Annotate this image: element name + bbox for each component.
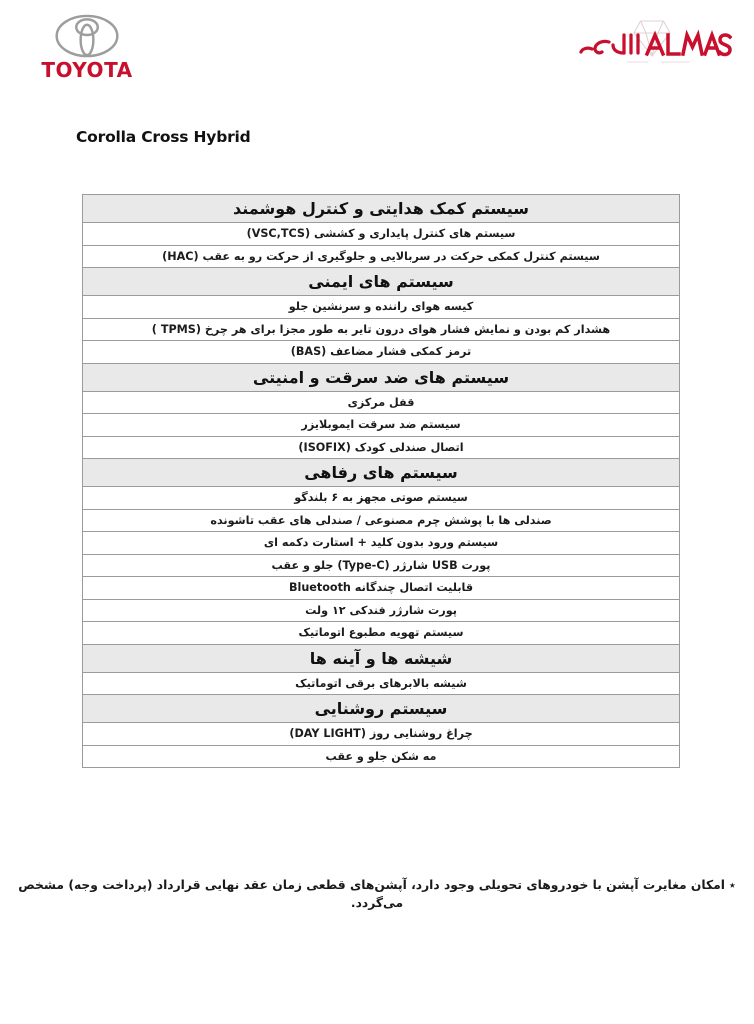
spec-item-label: سیستم کنترل کمکی حرکت در سربالایی و جلوگیری از حرکت رو به عقب (HAC) — [83, 245, 680, 268]
spec-item-row — [83, 414, 680, 437]
spec-item-label: سیستم تهویه مطبوع اتوماتیک — [83, 622, 680, 645]
spec-item-label: قفل مرکزی — [83, 391, 680, 414]
specifications-table — [82, 194, 680, 768]
footer-note — [10, 876, 744, 913]
spec-table-body — [83, 195, 680, 768]
spec-item-row — [83, 599, 680, 622]
footer-star-icon: ٭ — [729, 878, 736, 892]
spec-item-label: مه شکن جلو و عقب — [83, 745, 680, 768]
spec-item-row — [83, 622, 680, 645]
spec-item-row — [83, 341, 680, 364]
spec-section-header-row — [83, 695, 680, 723]
spec-item-row — [83, 223, 680, 246]
footer-note-text: امکان مغایرت آپشن با خودروهای تحویلی وجود دارد، آپشن‌های قطعی زمان عقد نهایی قرارداد (پرداخت وجه) مشخص می‌گردد. — [18, 878, 725, 911]
spec-item-label: ترمز کمکی فشار مضاعف (BAS) — [83, 341, 680, 364]
spec-item-row — [83, 554, 680, 577]
spec-section-heading: سیستم های ایمنی — [83, 268, 680, 296]
toyota-wordmark: TOYOTA — [41, 58, 133, 82]
spec-section-header-row — [83, 195, 680, 223]
page-header — [0, 0, 754, 100]
spec-section-heading: سیستم روشنایی — [83, 695, 680, 723]
spec-item-row — [83, 318, 680, 341]
spec-item-label: سیستم ورود بدون کلید + استارت دکمه ای — [83, 532, 680, 555]
page-title: Corolla Cross Hybrid — [76, 128, 251, 146]
spec-item-label: پورت شارژر فندکی ۱۲ ولت — [83, 599, 680, 622]
almas-logo — [572, 18, 732, 70]
spec-item-row — [83, 745, 680, 768]
spec-item-row — [83, 391, 680, 414]
spec-item-label: سیستم صوتی مجهز به ۶ بلندگو — [83, 487, 680, 510]
spec-item-row — [83, 436, 680, 459]
spec-item-label: صندلی ها با پوشش چرم مصنوعی / صندلی های عقب تاشونده — [83, 509, 680, 532]
spec-item-label: چراغ روشنایی روز (DAY LIGHT) — [83, 723, 680, 746]
spec-item-row — [83, 723, 680, 746]
spec-section-header-row — [83, 363, 680, 391]
spec-item-label: شیشه بالابرهای برقی اتوماتیک — [83, 672, 680, 695]
toyota-emblem-icon — [54, 14, 120, 58]
toyota-logo — [32, 14, 142, 80]
spec-section-heading: شیشه ها و آینه ها — [83, 644, 680, 672]
spec-item-row — [83, 672, 680, 695]
spec-item-label: پورت USB شارژر (Type-C) جلو و عقب — [83, 554, 680, 577]
spec-item-row — [83, 577, 680, 600]
spec-item-row — [83, 245, 680, 268]
spec-section-heading: سیستم کمک هدایتی و کنترل هوشمند — [83, 195, 680, 223]
spec-section-header-row — [83, 459, 680, 487]
spec-section-heading: سیستم های رفاهی — [83, 459, 680, 487]
spec-section-header-row — [83, 644, 680, 672]
spec-item-label: اتصال صندلی کودک (ISOFIX) — [83, 436, 680, 459]
spec-item-label: هشدار کم بودن و نمایش فشار هوای درون تایر به طور مجزا برای هر چرخ (TPMS ) — [83, 318, 680, 341]
spec-item-row — [83, 296, 680, 319]
spec-item-row — [83, 487, 680, 510]
spec-section-heading: سیستم های ضد سرقت و امنیتی — [83, 363, 680, 391]
spec-item-label: قابلیت اتصال چندگانه Bluetooth — [83, 577, 680, 600]
spec-item-row — [83, 532, 680, 555]
spec-item-label: سیستم های کنترل پایداری و کششی (VSC,TCS) — [83, 223, 680, 246]
spec-section-header-row — [83, 268, 680, 296]
spec-item-label: سیستم ضد سرقت ایموبلایزر — [83, 414, 680, 437]
spec-item-label: کیسه هوای راننده و سرنشین جلو — [83, 296, 680, 319]
almas-logo-icon — [572, 18, 732, 70]
spec-item-row — [83, 509, 680, 532]
